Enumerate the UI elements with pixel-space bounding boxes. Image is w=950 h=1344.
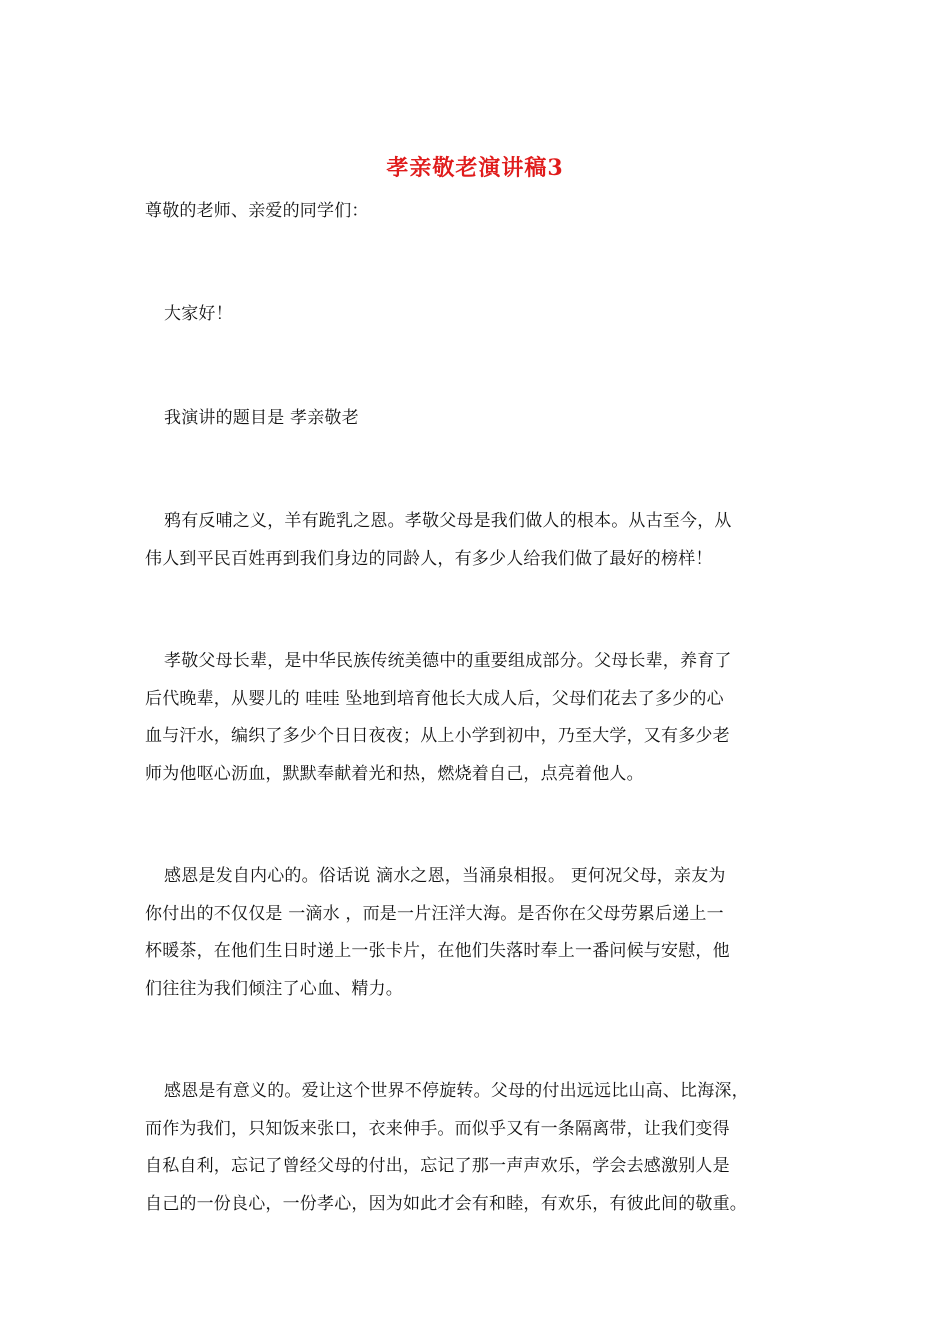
paragraph-line: 血与汗水，编织了多少个日日夜夜；从上小学到初中，乃至大学，又有多少老 <box>145 726 730 746</box>
paragraph-line: 自私自利，忘记了曾经父母的付出，忘记了那一声声欢乐，学会去感激别人是 <box>145 1156 730 1176</box>
salutation: 尊敬的老师、亲爱的同学们： <box>145 201 369 221</box>
paragraph-line: 而作为我们，只知饭来张口，衣来伸手。而似乎又有一条隔离带，让我们变得 <box>145 1118 730 1139</box>
paragraph-line: 后代晚辈，从婴儿的 哇哇 坠地到培育他长大成人后，父母们花去了多少的心 <box>145 688 724 709</box>
paragraph-line: 感恩是有意义的。爱让这个世界不停旋转。父母的付出远远比山高、比海深， <box>164 1081 749 1101</box>
speech-topic: 我演讲的题目是 孝亲敬老 <box>164 408 359 428</box>
document-title: 孝亲敬老演讲稿3 <box>386 155 564 181</box>
paragraph-line: 伟人到平民百姓再到我们身边的同龄人，有多少人给我们做了最好的榜样！ <box>145 548 713 569</box>
paragraph-line: 自己的一份良心，一份孝心，因为如此才会有和睦，有欢乐，有彼此间的敬重。 <box>145 1193 747 1214</box>
paragraph-2 <box>145 643 810 793</box>
paragraph-3 <box>145 858 810 1008</box>
greeting: 大家好！ <box>164 304 233 324</box>
paragraph-line: 鸦有反哺之义，羊有跪乳之恩。孝敬父母是我们做人的根本。从古至今，从 <box>164 511 732 531</box>
paragraph-line: 感恩是发自内心的。俗话说 滴水之恩，当涌泉相报。 更何况父母，亲友为 <box>164 866 726 886</box>
paragraph-line: 们往往为我们倾注了心血、精力。 <box>145 978 403 999</box>
paragraph-line: 孝敬父母长辈，是中华民族传统美德中的重要组成部分。父母长辈，养育了 <box>164 651 732 671</box>
paragraph-1 <box>145 503 810 578</box>
paragraph-4 <box>145 1073 810 1223</box>
paragraph-line: 你付出的不仅仅是 一滴水 ，而是一片汪洋大海。是否你在父母劳累后递上一 <box>145 903 724 924</box>
paragraph-line: 杯暖茶，在他们生日时递上一张卡片，在他们失落时奉上一番问候与安慰，他 <box>145 941 730 961</box>
paragraph-line: 师为他呕心沥血，默默奉献着光和热，燃烧着自己，点亮着他人。 <box>145 763 644 784</box>
